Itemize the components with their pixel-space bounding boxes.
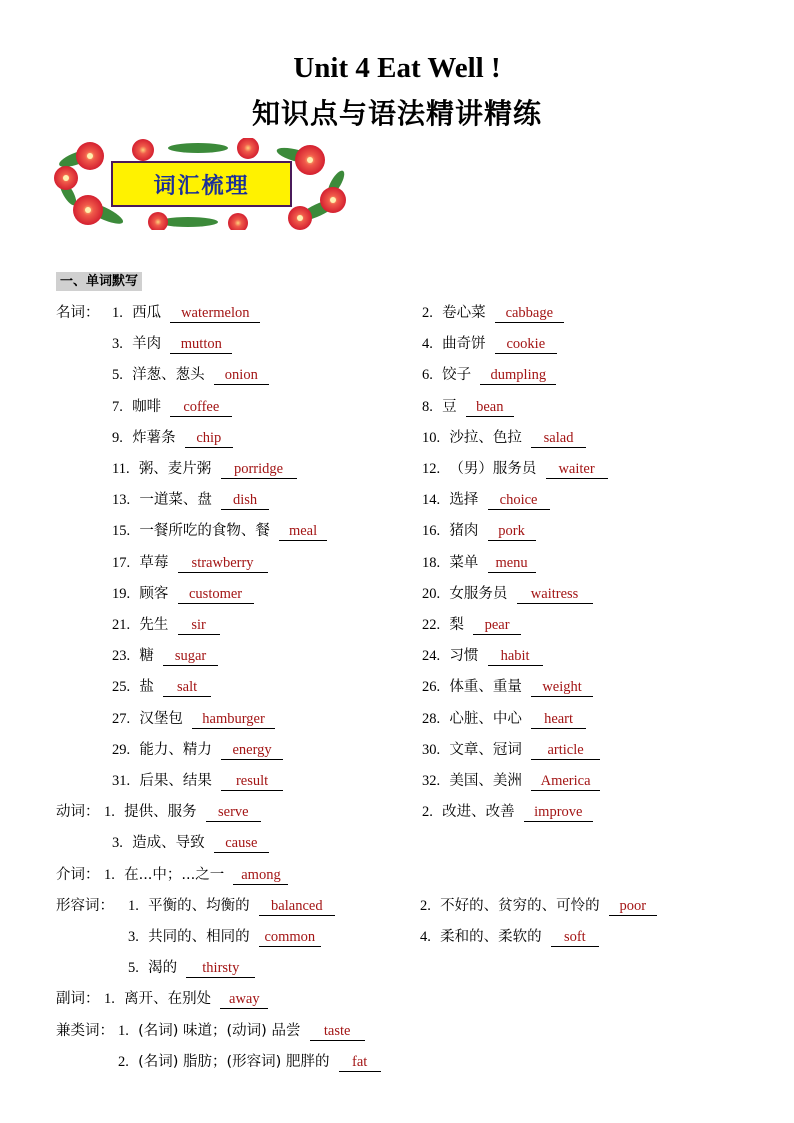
item-number: 26.: [422, 679, 441, 696]
vocabulary-banner: [48, 138, 348, 230]
right-item: [422, 430, 586, 446]
chinese-meaning: 豆: [442, 398, 457, 415]
item-number: 24.: [422, 648, 441, 665]
chinese-meaning: 习惯: [449, 648, 479, 665]
right-item: [422, 617, 521, 633]
left-item: [112, 523, 327, 539]
chinese-meaning: 不好的、贫穷的、可怜的: [440, 897, 600, 914]
answer-blank[interactable]: energy: [221, 742, 283, 760]
item-number: 3.: [128, 929, 139, 945]
right-item: [422, 305, 564, 321]
page-title-english: Unit 4 Eat Well !: [293, 52, 501, 84]
item-number: 11.: [112, 461, 130, 477]
answer-blank[interactable]: dumpling: [480, 367, 556, 385]
chinese-meaning: (名词) 脂肪；(形容词) 肥胖的: [138, 1053, 330, 1070]
answer-blank[interactable]: coffee: [170, 399, 232, 417]
item-number: 15.: [112, 523, 131, 540]
answer-blank[interactable]: result: [221, 773, 283, 791]
right-item: [422, 461, 608, 477]
chinese-meaning: 顾客: [139, 585, 169, 602]
answer-blank[interactable]: sugar: [163, 648, 218, 666]
chinese-meaning: 柔和的、柔软的: [440, 929, 542, 945]
left-item: [128, 929, 321, 945]
category-label: 名词：: [56, 305, 100, 321]
chinese-meaning: 体重、重量: [449, 679, 522, 696]
chinese-meaning: 文章、冠词: [449, 741, 522, 758]
left-item: [112, 399, 232, 415]
left-item: [112, 430, 233, 446]
answer-blank[interactable]: onion: [214, 367, 269, 385]
item-number: 2.: [422, 305, 433, 321]
left-item: [112, 648, 218, 664]
item-number: 25.: [112, 679, 131, 696]
item-number: 4.: [422, 336, 433, 353]
chinese-meaning: 一道菜、盘: [139, 492, 212, 509]
answer-blank[interactable]: watermelon: [170, 305, 260, 323]
answer-blank[interactable]: porridge: [221, 461, 297, 479]
category-label: 副词：: [56, 991, 100, 1008]
right-item: [422, 648, 543, 664]
item-number: 9.: [112, 429, 123, 446]
answer-blank[interactable]: hamburger: [192, 711, 275, 729]
chinese-meaning: 菜单: [449, 554, 479, 571]
answer-blank[interactable]: improve: [524, 804, 593, 822]
right-item: [422, 711, 586, 727]
banner-title: 词汇梳理: [111, 161, 292, 207]
chinese-meaning: 后果、结果: [139, 773, 212, 789]
item-number: 12.: [422, 461, 441, 477]
answer-blank[interactable]: weight: [531, 679, 593, 697]
answer-blank[interactable]: waitress: [517, 586, 593, 604]
right-item: [422, 399, 514, 415]
item-number: 2.: [422, 804, 433, 821]
answer-blank[interactable]: menu: [488, 555, 536, 573]
item-number: 23.: [112, 648, 131, 665]
chinese-meaning: 能力、精力: [139, 741, 212, 758]
answer-blank[interactable]: article: [531, 742, 600, 760]
item-number: 8.: [422, 398, 433, 415]
item-number: 28.: [422, 710, 441, 727]
item-number: 27.: [112, 710, 131, 727]
chinese-meaning: 草莓: [139, 554, 169, 571]
answer-blank[interactable]: bean: [466, 399, 514, 417]
left-item: [112, 617, 220, 633]
chinese-meaning: 糖: [139, 648, 154, 665]
item-number: 13.: [112, 492, 131, 509]
right-item: [422, 679, 593, 695]
answer-blank[interactable]: mutton: [170, 336, 232, 354]
chinese-meaning: 选择: [449, 492, 479, 509]
answer-blank[interactable]: common: [259, 929, 321, 947]
item-number: 10.: [422, 429, 441, 446]
item-number: 1.: [118, 1022, 129, 1039]
chinese-meaning: 粥、麦片粥: [138, 461, 212, 477]
answer-blank[interactable]: pork: [488, 523, 536, 541]
item-number: 19.: [112, 585, 131, 602]
right-item: [420, 898, 657, 914]
chinese-meaning: 改进、改善: [442, 804, 515, 821]
item-number: 2.: [420, 897, 431, 914]
item-number: 32.: [422, 773, 441, 789]
left-item: [128, 898, 335, 914]
answer-blank[interactable]: among: [233, 867, 288, 885]
chinese-meaning: 盐: [139, 679, 154, 696]
left-item: [112, 367, 269, 383]
page-title-chinese: 知识点与语法精讲精练: [251, 97, 542, 130]
right-item: [422, 742, 600, 758]
answer-blank[interactable]: cabbage: [495, 305, 564, 323]
answer-blank[interactable]: strawberry: [178, 555, 268, 573]
chinese-meaning: 猪肉: [449, 523, 479, 540]
item-number: 22.: [422, 617, 441, 633]
answer-blank[interactable]: meal: [279, 523, 327, 541]
left-item: [104, 867, 288, 883]
item-number: 14.: [422, 492, 441, 509]
item-number: 4.: [420, 929, 431, 945]
left-item: [112, 492, 269, 508]
chinese-meaning: 羊肉: [132, 336, 162, 353]
answer-blank[interactable]: sir: [178, 617, 220, 635]
chinese-meaning: 沙拉、色拉: [449, 429, 522, 446]
chinese-meaning: 洋葱、葱头: [132, 367, 205, 384]
left-item: [112, 305, 260, 321]
chinese-meaning: 在...中；...之一: [124, 866, 225, 883]
right-item: [420, 929, 599, 945]
chinese-meaning: 炸薯条: [132, 429, 176, 446]
answer-blank[interactable]: salt: [163, 679, 211, 697]
chinese-meaning: 卷心菜: [442, 305, 486, 321]
item-number: 18.: [422, 554, 441, 571]
item-number: 3.: [112, 336, 123, 353]
left-item: [118, 1054, 381, 1070]
answer-blank[interactable]: salad: [531, 430, 586, 448]
item-number: 20.: [422, 585, 441, 602]
answer-blank[interactable]: fat: [339, 1054, 381, 1072]
left-item: [112, 835, 269, 851]
item-number: 1.: [104, 991, 115, 1008]
answer-blank[interactable]: balanced: [259, 898, 335, 916]
right-item: [422, 367, 556, 383]
item-number: 1.: [104, 804, 115, 821]
chinese-meaning: 渴的: [148, 960, 178, 977]
answer-blank[interactable]: America: [531, 773, 600, 791]
left-item: [112, 555, 268, 571]
right-item: [422, 523, 536, 539]
item-number: 29.: [112, 741, 131, 758]
answer-blank[interactable]: cause: [214, 835, 269, 853]
chinese-meaning: 美国、美洲: [449, 773, 522, 789]
item-number: 30.: [422, 741, 441, 758]
right-item: [422, 586, 593, 602]
left-item: [112, 711, 275, 727]
answer-blank[interactable]: serve: [206, 804, 261, 822]
category-label: 介词：: [56, 866, 100, 883]
answer-blank[interactable]: poor: [609, 898, 657, 916]
left-item: [112, 336, 232, 352]
right-item: [422, 773, 600, 789]
chinese-meaning: 西瓜: [132, 305, 162, 321]
chinese-meaning: 曲奇饼: [442, 336, 486, 353]
chinese-meaning: 汉堡包: [139, 710, 183, 727]
chinese-meaning: 一餐所吃的食物、餐: [139, 523, 270, 540]
left-item: [118, 1023, 365, 1039]
left-item: [128, 960, 255, 976]
chinese-meaning: 心脏、中心: [449, 710, 522, 727]
right-item: [422, 492, 550, 508]
answer-blank[interactable]: away: [220, 991, 268, 1009]
chinese-meaning: 平衡的、均衡的: [148, 897, 250, 914]
category-label: 动词：: [56, 804, 100, 821]
chinese-meaning: 提供、服务: [124, 804, 197, 821]
section-heading: 一、单词默写: [56, 272, 142, 291]
chinese-meaning: (名词) 味道；(动词) 品尝: [138, 1022, 301, 1039]
answer-blank[interactable]: dish: [221, 492, 269, 510]
left-item: [112, 773, 283, 789]
chinese-meaning: 先生: [139, 617, 169, 633]
chinese-meaning: 梨: [449, 617, 464, 633]
chinese-meaning: 离开、在别处: [124, 991, 212, 1008]
item-number: 7.: [112, 398, 123, 415]
item-number: 5.: [128, 960, 139, 977]
left-item: [112, 742, 283, 758]
answer-blank[interactable]: soft: [551, 929, 599, 947]
answer-blank[interactable]: thirsty: [186, 960, 255, 978]
item-number: 1.: [112, 305, 123, 321]
answer-blank[interactable]: cookie: [495, 336, 557, 354]
answer-blank[interactable]: pear: [473, 617, 521, 635]
answer-blank[interactable]: customer: [178, 586, 254, 604]
item-number: 1.: [104, 866, 115, 883]
chinese-meaning: 女服务员: [449, 585, 508, 602]
item-number: 5.: [112, 367, 123, 384]
chinese-meaning: 饺子: [442, 367, 472, 384]
answer-blank[interactable]: choice: [488, 492, 550, 510]
answer-blank[interactable]: taste: [310, 1023, 365, 1041]
category-label: 形容词：: [56, 897, 114, 914]
right-item: [422, 804, 593, 820]
chinese-meaning: 咖啡: [132, 398, 162, 415]
answer-blank[interactable]: chip: [185, 430, 233, 448]
left-item: [112, 461, 297, 477]
item-number: 3.: [112, 835, 123, 852]
answer-blank[interactable]: waiter: [546, 461, 608, 479]
item-number: 31.: [112, 773, 131, 789]
left-item: [104, 991, 268, 1007]
left-item: [104, 804, 261, 820]
category-label: 兼类词：: [56, 1022, 114, 1039]
item-number: 1.: [128, 897, 139, 914]
item-number: 21.: [112, 617, 131, 633]
left-item: [112, 679, 211, 695]
chinese-meaning: （男）服务员: [449, 461, 537, 477]
left-item: [112, 586, 254, 602]
chinese-meaning: 造成、导致: [132, 835, 205, 852]
item-number: 6.: [422, 367, 433, 384]
answer-blank[interactable]: heart: [531, 711, 586, 729]
right-item: [422, 555, 536, 571]
item-number: 2.: [118, 1053, 129, 1070]
answer-blank[interactable]: habit: [488, 648, 543, 666]
item-number: 17.: [112, 554, 131, 571]
right-item: [422, 336, 557, 352]
item-number: 16.: [422, 523, 441, 540]
chinese-meaning: 共同的、相同的: [148, 929, 250, 945]
